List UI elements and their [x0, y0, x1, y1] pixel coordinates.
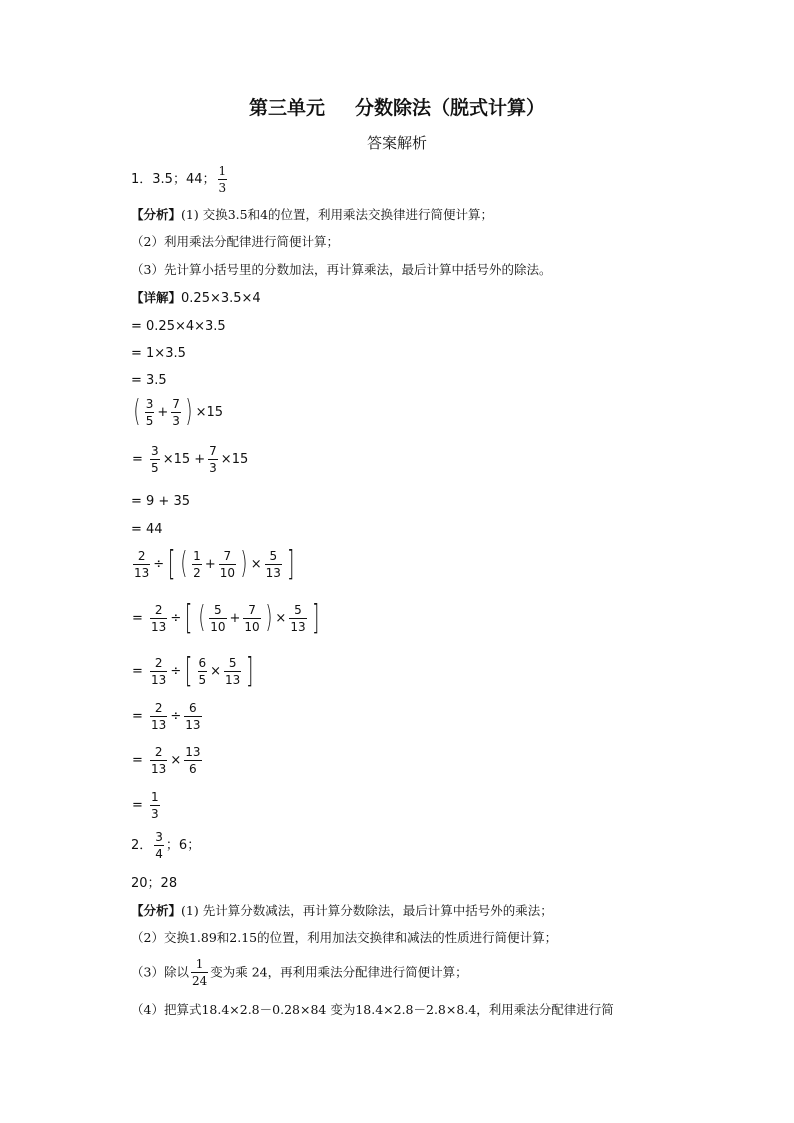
q1-expr-c2: = $\frac{2}{13}$ ÷ [ ( $\frac{5}{10}$ + $\frac{7}{10}$ ) × $\frac{5}{13}$ ] — [132, 598, 319, 638]
q1-expr-b1: ( $\frac{3}{5}$ + $\frac{7}{3}$ ) ×15 — [133, 394, 224, 429]
page-title — [0, 93, 794, 120]
title-topic: 分数除法（脱式计算） — [355, 97, 546, 119]
q1-expr-c3: = $\frac{2}{13}$ ÷ [ $\frac{6}{5}$ × $\frac{5}{13}$ ] — [132, 651, 254, 691]
q2-answer-line2: 20；28 — [131, 876, 178, 891]
q2-analysis-3: （3）除以 $\frac{1}{24}$ 变为乘 24，再利用乘法分配律进行简便计算； — [131, 957, 468, 988]
q1-expr-b2: = $\frac{3}{5}$ ×15 + $\frac{7}{3}$ ×15 — [132, 444, 249, 475]
q1-expr-c6: = $\frac{1}{3}$ — [132, 790, 159, 821]
q1-expr-c1: $\frac{2}{13}$ ÷ [ ( $\frac{1}{2}$ + $\frac{7}{10}$ ) × $\frac{5}{13}$ ] — [134, 544, 295, 584]
q1-analysis-1: 【分析】(1) 交换3.5和4的位置，利用乘法交换律进行简便计算； — [131, 207, 494, 222]
q1-expr-c4: = $\frac{2}{13}$ ÷ $\frac{6}{13}$ — [132, 701, 201, 732]
q1-step: = 44 — [131, 522, 163, 537]
q1-detail: 【详解】0.25×3.5×4 — [131, 290, 261, 306]
q2-answer: 2． $\frac{3}{4}$ ；6； — [131, 830, 201, 861]
q1-answer: 1．3.5；44； $\frac{1}{3}$ — [131, 164, 227, 195]
q1-expr-c5: = $\frac{2}{13}$ × $\frac{13}{6}$ — [132, 745, 201, 776]
title-unit: 第三单元 — [248, 97, 325, 119]
q1-step: = 9 + 35 — [131, 494, 190, 509]
q2-analysis-4: （4）把算式18.4×2.8－0.28×84 变为18.4×2.8－2.8×8.4，利用乘法分配律进行简 — [131, 1002, 614, 1017]
page-subtitle: 答案解析 — [366, 134, 427, 152]
fraction: $\frac{1}{3}$ — [218, 164, 227, 195]
q1-step: = 0.25×4×3.5 — [131, 319, 226, 334]
q2-analysis-1: 【分析】(1) 先计算分数减法，再计算分数除法，最后计算中括号外的乘法； — [131, 903, 553, 918]
q2-analysis-2: （2）交换1.89和2.15的位置，利用加法交换律和减法的性质进行简便计算； — [131, 930, 558, 945]
q1-analysis-2: （2）利用乘法分配律进行简便计算； — [131, 234, 339, 249]
q1-step: = 3.5 — [131, 373, 167, 388]
q1-analysis-3: （3）先计算小括号里的分数加法，再计算乘法，最后计算中括号外的除法。 — [131, 262, 552, 277]
q1-step: = 1×3.5 — [131, 346, 186, 361]
